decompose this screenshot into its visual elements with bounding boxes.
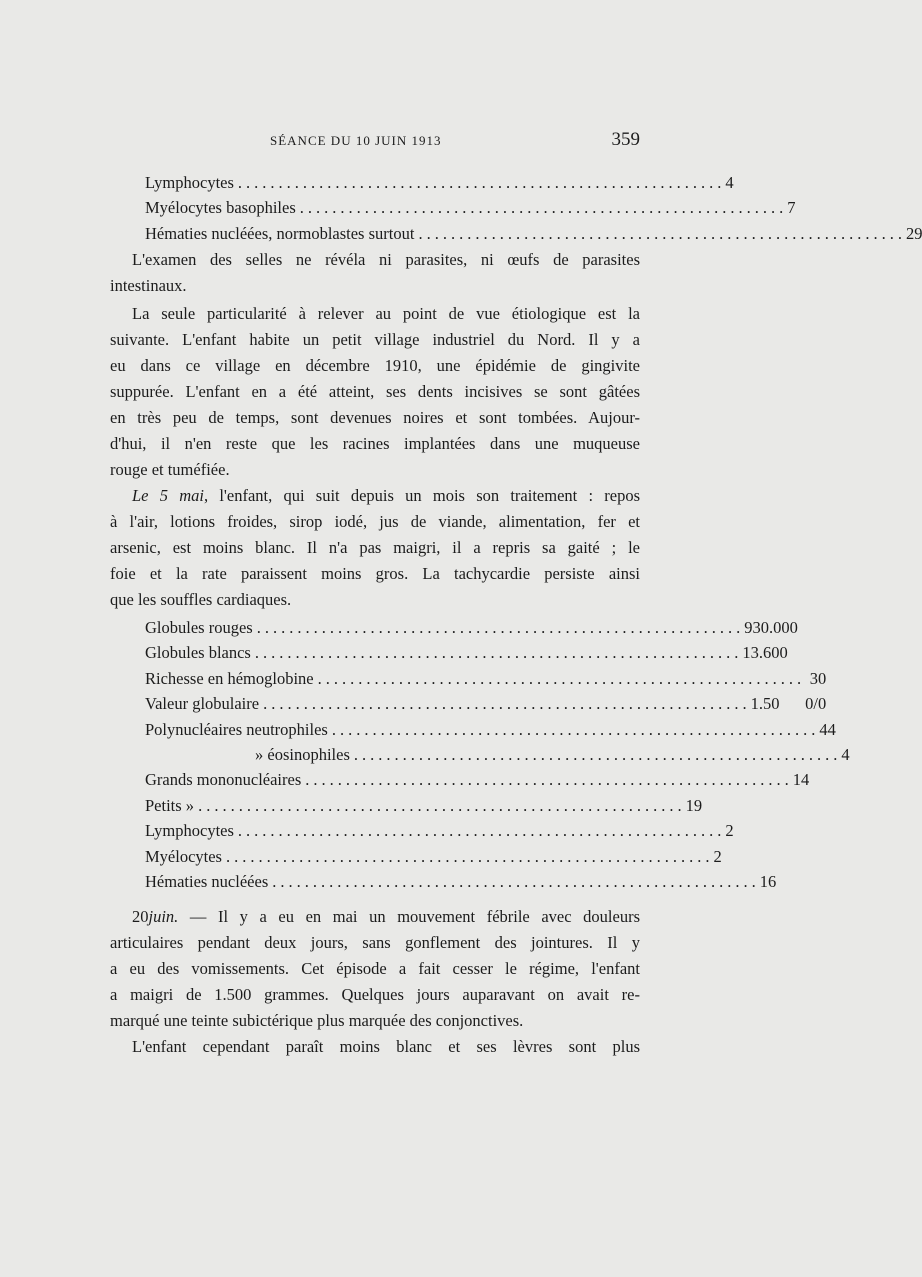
table-row — [145, 170, 734, 195]
row-label: Petits » — [145, 795, 195, 815]
table-row — [145, 742, 850, 767]
paragraph-continuation — [110, 1034, 640, 1060]
dot-leader: ............................................................ — [317, 668, 806, 688]
row-value: 7 — [787, 198, 796, 218]
dot-leader: ............................................................ — [254, 643, 743, 663]
row-label: Polynucléaires neutrophiles — [145, 719, 328, 739]
text-line: suivante. L'enfant habite un petit village industriel du Nord. Il y a — [110, 330, 640, 349]
table-row — [145, 818, 734, 843]
table-row — [145, 640, 788, 665]
text-line: eu dans ce village en décembre 1910, une épidémie de gingivite — [110, 356, 640, 375]
row-value: 16 — [759, 871, 777, 891]
text-line: L'enfant cependant paraît moins blanc et ses lèvres sont plus — [132, 1037, 640, 1056]
paragraph-may-5 — [110, 483, 640, 613]
dot-leader: ............................................................ — [256, 618, 745, 637]
row-value: 2 — [725, 821, 734, 841]
text-line: a maigri de 1.500 grammes. Quelques jours auparavant on avait re- — [110, 985, 640, 1004]
row-label: Myélocytes basophiles — [145, 198, 296, 218]
text-line: Le 5 mai, l'enfant, qui suit depuis un mois son traitement : repos — [132, 486, 641, 505]
row-value: 44 — [819, 719, 836, 739]
text-line: articulaires pendant deux jours, sans gonflement des jointures. Il y — [110, 933, 640, 952]
table-row — [145, 221, 922, 246]
text-line: La seule particularité à relever au point de vue étiologique est la — [132, 304, 640, 323]
row-label: » éosinophiles — [255, 744, 350, 764]
text-line: que les souffles cardiaques. — [110, 590, 292, 609]
date-may-5: Le 5 mai — [132, 486, 204, 505]
dot-leader: ............................................................ — [237, 173, 726, 192]
table-row — [145, 195, 796, 220]
row-label: Hématies nucléées — [145, 871, 269, 891]
text-line: en très peu de temps, sont devenues noires et sont tombées. Aujour- — [110, 408, 640, 427]
blood-count-table-1 — [145, 170, 922, 246]
row-label: Valeur globulaire — [145, 694, 260, 714]
row-value: 19 — [685, 795, 703, 815]
text-line: a eu des vomissements. Cet épisode a fait cesser le régime, l'enfant — [110, 959, 640, 978]
page-header — [110, 129, 640, 153]
dot-leader: ............................................................ — [305, 770, 793, 790]
table-row — [145, 869, 777, 894]
dot-leader: ............................................................ — [225, 846, 714, 866]
text-line: rouge et tuméfiée. — [110, 460, 230, 479]
row-value: 30 0/0 — [805, 668, 827, 714]
dot-leader: ............................................................ — [353, 744, 842, 764]
row-value: 2 — [713, 846, 722, 866]
text-line: L'examen des selles ne révéla ni parasites, ni œufs de parasites — [132, 250, 640, 269]
dot-leader: ............................................................ — [418, 223, 906, 243]
date-june: juin. — [148, 907, 179, 926]
row-value: 930.000 — [744, 618, 798, 637]
row-value: 1.50 — [750, 694, 780, 714]
text-line: marqué une teinte subictérique plus marquée des conjonctives. — [110, 1011, 524, 1030]
page-number: 359 — [611, 129, 640, 150]
row-label: Grands mononucléaires — [145, 770, 302, 790]
row-label: Hématies nucléées, normoblastes surtout — [145, 223, 415, 243]
dot-leader: ............................................................ — [331, 719, 820, 739]
row-label: Lymphocytes — [145, 821, 234, 841]
row-value: 4 — [725, 173, 734, 192]
row-label: Richesse en hémoglobine — [145, 668, 314, 688]
paragraph-etiology — [110, 301, 640, 483]
table-row — [145, 793, 703, 818]
table-row — [145, 691, 780, 716]
text-line: arsenic, est moins blanc. Il n'a pas maigri, il a repris sa gaité ; le — [110, 538, 640, 557]
row-label: Lymphocytes — [145, 173, 234, 192]
running-title: SÉANCE DU 10 JUIN 1913 — [270, 133, 442, 148]
table-row — [145, 844, 722, 869]
row-label: Globules rouges — [145, 618, 253, 637]
row-label: Myélocytes — [145, 846, 222, 866]
dot-leader: ............................................................ — [237, 821, 726, 841]
row-label: Globules blancs — [145, 643, 251, 663]
text-line: suppurée. L'enfant en a été atteint, ses dents incisives se sont gâtées — [110, 382, 640, 401]
table-row — [145, 615, 798, 640]
text-line: à l'air, lotions froides, sirop iodé, jus de viande, alimentation, fer et — [110, 512, 640, 531]
text-line: 20juin. — Il y a eu en mai un mouvement fébrile avec douleurs — [132, 907, 640, 926]
table-row — [145, 767, 810, 792]
row-value: 13.600 — [742, 643, 788, 663]
dot-leader: ............................................................ — [198, 795, 686, 815]
paragraph-stool-exam — [110, 247, 640, 299]
dot-leader: ............................................................ — [299, 198, 788, 218]
table-row — [145, 717, 836, 742]
paragraph-june-20 — [110, 904, 640, 1034]
text-line: intestinaux. — [110, 276, 187, 295]
dot-leader: ............................................................ — [272, 871, 760, 891]
row-value: 4 — [841, 744, 850, 764]
text-line: foie et la rate paraissent moins gros. La tachycardie persiste ainsi — [110, 564, 640, 583]
dot-leader: ............................................................ — [263, 694, 751, 714]
row-value: 14 — [792, 770, 810, 790]
row-value: 29 — [905, 223, 922, 243]
text-line: d'hui, il n'en reste que les racines implantées dans une muqueuse — [110, 434, 640, 453]
blood-count-table-2 — [145, 615, 850, 894]
